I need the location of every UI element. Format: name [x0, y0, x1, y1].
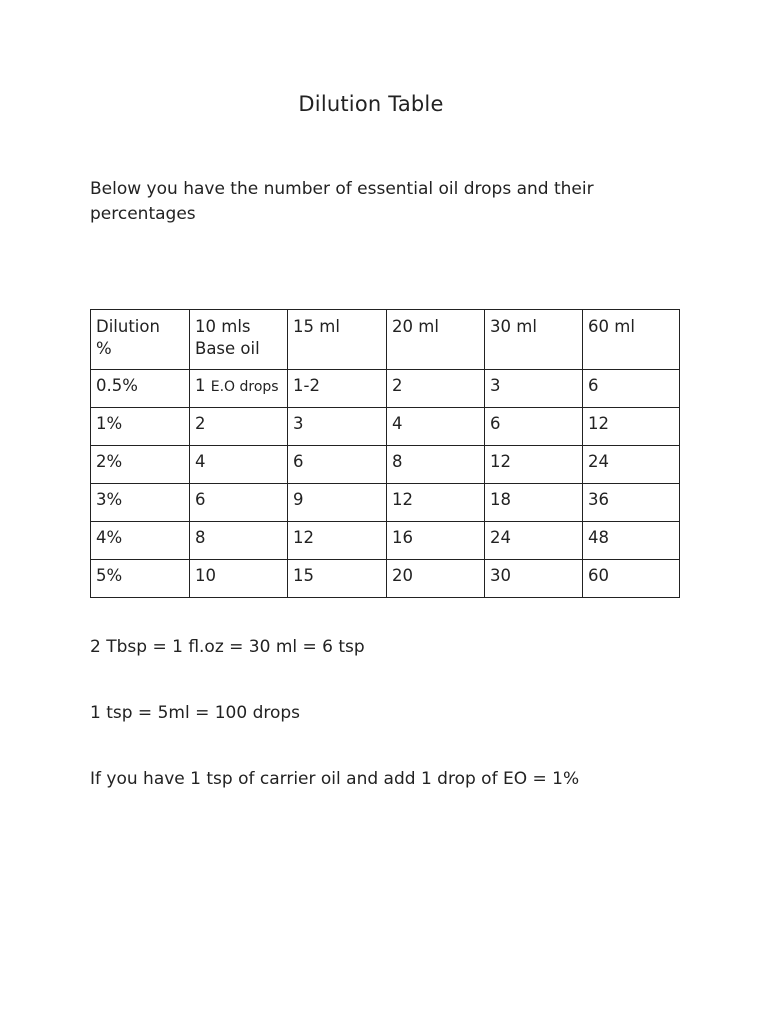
- header-30ml: 30 ml: [485, 310, 583, 370]
- table-row: [91, 522, 680, 560]
- cell-20ml: 8: [387, 446, 485, 484]
- header-dilution-line1: Dilution: [96, 317, 160, 336]
- table-row: [91, 484, 680, 522]
- cell-dilution: 0.5%: [91, 370, 190, 408]
- header-base-line1: 10 mls: [195, 317, 251, 336]
- cell-60ml: 12: [583, 408, 680, 446]
- cell-30ml: 18: [485, 484, 583, 522]
- table-header-row: [91, 310, 680, 370]
- cell-20ml: 12: [387, 484, 485, 522]
- dilution-table: [90, 309, 680, 598]
- cell-10ml: 8: [190, 522, 288, 560]
- header-base-line2: Base oil: [195, 339, 260, 358]
- header-20ml: 20 ml: [387, 310, 485, 370]
- conversion-note-tsp: 1 tsp = 5ml = 100 drops: [90, 703, 301, 723]
- cell-15ml: 1-2: [288, 370, 387, 408]
- cell-30ml: 6: [485, 408, 583, 446]
- cell-dilution: 3%: [91, 484, 190, 522]
- page-title: Dilution Table: [298, 92, 444, 116]
- dilution-rule-note: If you have 1 tsp of carrier oil and add 1 drop of EO = 1%: [90, 769, 580, 789]
- cell-60ml: 6: [583, 370, 680, 408]
- header-dilution-line2: %: [96, 339, 112, 358]
- cell-60ml: 24: [583, 446, 680, 484]
- cell-10ml: [190, 370, 288, 408]
- table-row: [91, 560, 680, 598]
- cell-dilution: 1%: [91, 408, 190, 446]
- cell-dilution: 4%: [91, 522, 190, 560]
- cell-60ml: 48: [583, 522, 680, 560]
- cell-30ml: 12: [485, 446, 583, 484]
- cell-30ml: 24: [485, 522, 583, 560]
- table-row: [91, 446, 680, 484]
- cell-10ml: 10: [190, 560, 288, 598]
- header-10ml-base-oil: [190, 310, 288, 370]
- cell-10ml: 2: [190, 408, 288, 446]
- cell-15ml: 6: [288, 446, 387, 484]
- table-row: [91, 370, 680, 408]
- cell-20ml: 16: [387, 522, 485, 560]
- cell-60ml: 60: [583, 560, 680, 598]
- cell-15ml: 12: [288, 522, 387, 560]
- cell-60ml: 36: [583, 484, 680, 522]
- conversion-note-tbsp: 2 Tbsp = 1 fl.oz = 30 ml = 6 tsp: [90, 637, 365, 657]
- intro-paragraph: Below you have the number of essential oil drops and their percentages: [90, 179, 594, 224]
- table-row: [91, 408, 680, 446]
- cell-10ml-value: 1: [195, 376, 206, 395]
- cell-30ml: 3: [485, 370, 583, 408]
- cell-30ml: 30: [485, 560, 583, 598]
- header-60ml: 60 ml: [583, 310, 680, 370]
- header-15ml: 15 ml: [288, 310, 387, 370]
- cell-20ml: 20: [387, 560, 485, 598]
- cell-10ml: 6: [190, 484, 288, 522]
- cell-15ml: 9: [288, 484, 387, 522]
- cell-20ml: 4: [387, 408, 485, 446]
- cell-dilution: 5%: [91, 560, 190, 598]
- cell-15ml: 15: [288, 560, 387, 598]
- cell-10ml: 4: [190, 446, 288, 484]
- header-dilution-percent: [91, 310, 190, 370]
- cell-15ml: 3: [288, 408, 387, 446]
- cell-dilution: 2%: [91, 446, 190, 484]
- cell-20ml: 2: [387, 370, 485, 408]
- cell-10ml-unit: E.O drops: [210, 379, 279, 395]
